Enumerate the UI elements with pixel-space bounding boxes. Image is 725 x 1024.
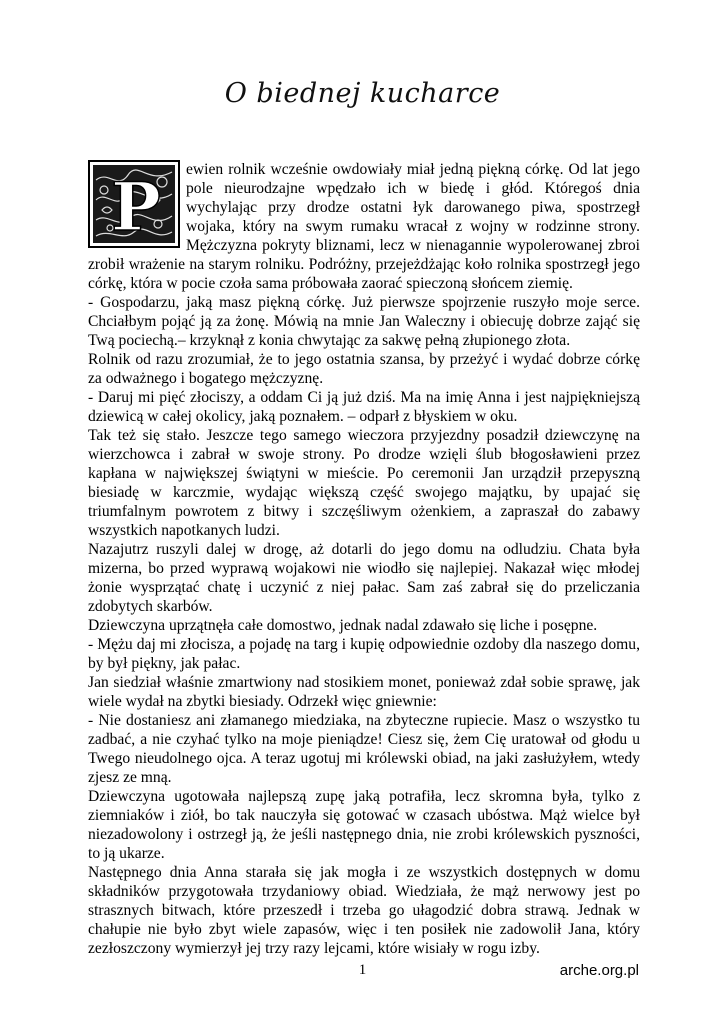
body-text: [88, 160, 640, 958]
document-title: O biednej kucharce: [224, 78, 501, 109]
paragraph-7: Dziewczyna uprzątnęła całe domostwo, jednak nadal zdawało się liche i posępne.: [88, 617, 598, 634]
paragraph-9: Jan siedział właśnie zmartwiony nad stosikiem monet, ponieważ zdał sobie sprawę, jak wiele wydał na zbytki biesiady. Odrzekł więc gniewnie:: [88, 674, 640, 710]
paragraph-4: - Daruj mi pięć złociszy, a oddam Ci ją już dziś. Ma na imię Anna i jest najpiękniejszą dziewicą w całej okolicy, jaką poznałem. – odparł z błyskiem w oku.: [88, 389, 640, 425]
paragraph-1: [88, 160, 640, 293]
paragraph-10: - Nie dostaniesz ani złamanego miedziaka, na zbyteczne rupiecie. Masz o wszystko tu zadbać, a nie czyhać tylko na moje pieniądze! Ciesz się, żem Cię uratował od głodu u Twego nieudolnego ojca. A teraz ugotuj mi królewski obiad, na jaki zasłużyłem, wtedy zjesz ze mną.: [88, 712, 640, 786]
paragraph-8: - Mężu daj mi złocisza, a pojadę na targ i kupię odpowiednie ozdoby dla naszego domu, by był piękny, jak pałac.: [88, 636, 640, 672]
paragraph-12: Następnego dnia Anna starała się jak mogła i ze wszystkich dostępnych w domu składników przygotowała trzydaniowy obiad. Wiedziała, że mąż nerwowy jest po strasznych bitwach, które przeszedł i trzeba go ułagodzić dobra strawą. Jednak w chałupie nie było zbyt wiele zapasów, więc i ten posiłek nie zadowolił Jana, który zezłoszczony wymierzył jej trzy razy lejcami, które wisiały w rogu izby.: [88, 864, 640, 957]
page-number: 1: [358, 962, 367, 978]
paragraph-1-text: ewien rolnik wcześnie owdowiały miał jedną piękną córkę. Od lat jego pole nieurodzajne wpędzało ich w biedę i głód. Któregoś dnia wychylając przy drodze ostatni łyk darowanego piwa, spostrzegł wojaka, który na swym rumaku wracał z wojny w rodzinne strony. Mężczyzna pokryty bliznami, lecz w nienagannie wypolerowanej zbroi zrobił wrażenie na starym rolniku. Podróżny, przejeżdżając koło rolnika spostrzegł jego córkę, która w pocie czoła sama próbowała zaorać spieczoną słońcem ziemię.: [88, 161, 640, 292]
paragraph-3: Rolnik od razu zrozumiał, że to jego ostatnia szansa, by przeżyć i wydać dobrze córkę za odważnego i bogatego mężczyznę.: [88, 351, 640, 387]
dropcap-letter: P: [111, 168, 161, 246]
paragraph-6: Nazajutrz ruszyli dalej w drogę, aż dotarli do jego domu na odludziu. Chata była mizerna, bo przed wyprawą wojakowi nie wiodło się najlepiej. Nakazał więc młodej żonie wysprzątać chatę i uczynić z niej pałac. Sam zaś zabrał się do przeliczania zdobytych skarbów.: [88, 541, 640, 615]
paragraph-5: Tak też się stało. Jeszcze tego samego wieczora przyjezdny posadził dziewczynę na wierzchowca i zabrał w swoje strony. Po drodze wzięli ślub błogosławieni przez kapłana w największej świątyni w mieście. Po ceremonii Jan urządził przepyszną biesiadę w karczmie, wydając większą część swojego majątku, by upajać się triumfalnym powrotem z bitwy i szczęśliwym ożenkiem, a zapraszał do zabawy wszystkich napotkanych ludzi.: [88, 427, 640, 539]
paragraph-2: - Gospodarzu, jaką masz piękną córkę. Już pierwsze spojrzenie ruszyło moje serce. Chciałbym pojąć ją za żonę. Mówią na mnie Jan Waleczny i obiecuję dobrze zająć się Twą pociechą.– krzyknął z konia chwytając za sakwę pełną złupionego złota.: [88, 294, 640, 349]
footer-site-link[interactable]: arche.org.pl: [559, 962, 639, 979]
dropcap-ornament: [88, 160, 180, 248]
paragraph-11: Dziewczyna ugotowała najlepszą zupę jaką potrafiła, lecz skromna była, tylko z ziemniaków i ziół, bo tak nauczyła się gotować w czasach ubóstwa. Mąż wielce był niezadowolony i ostrzegł ją, że jeśli następnego dnia, nie zrobi królewskich pyszności, to ją ukarze.: [88, 788, 640, 862]
